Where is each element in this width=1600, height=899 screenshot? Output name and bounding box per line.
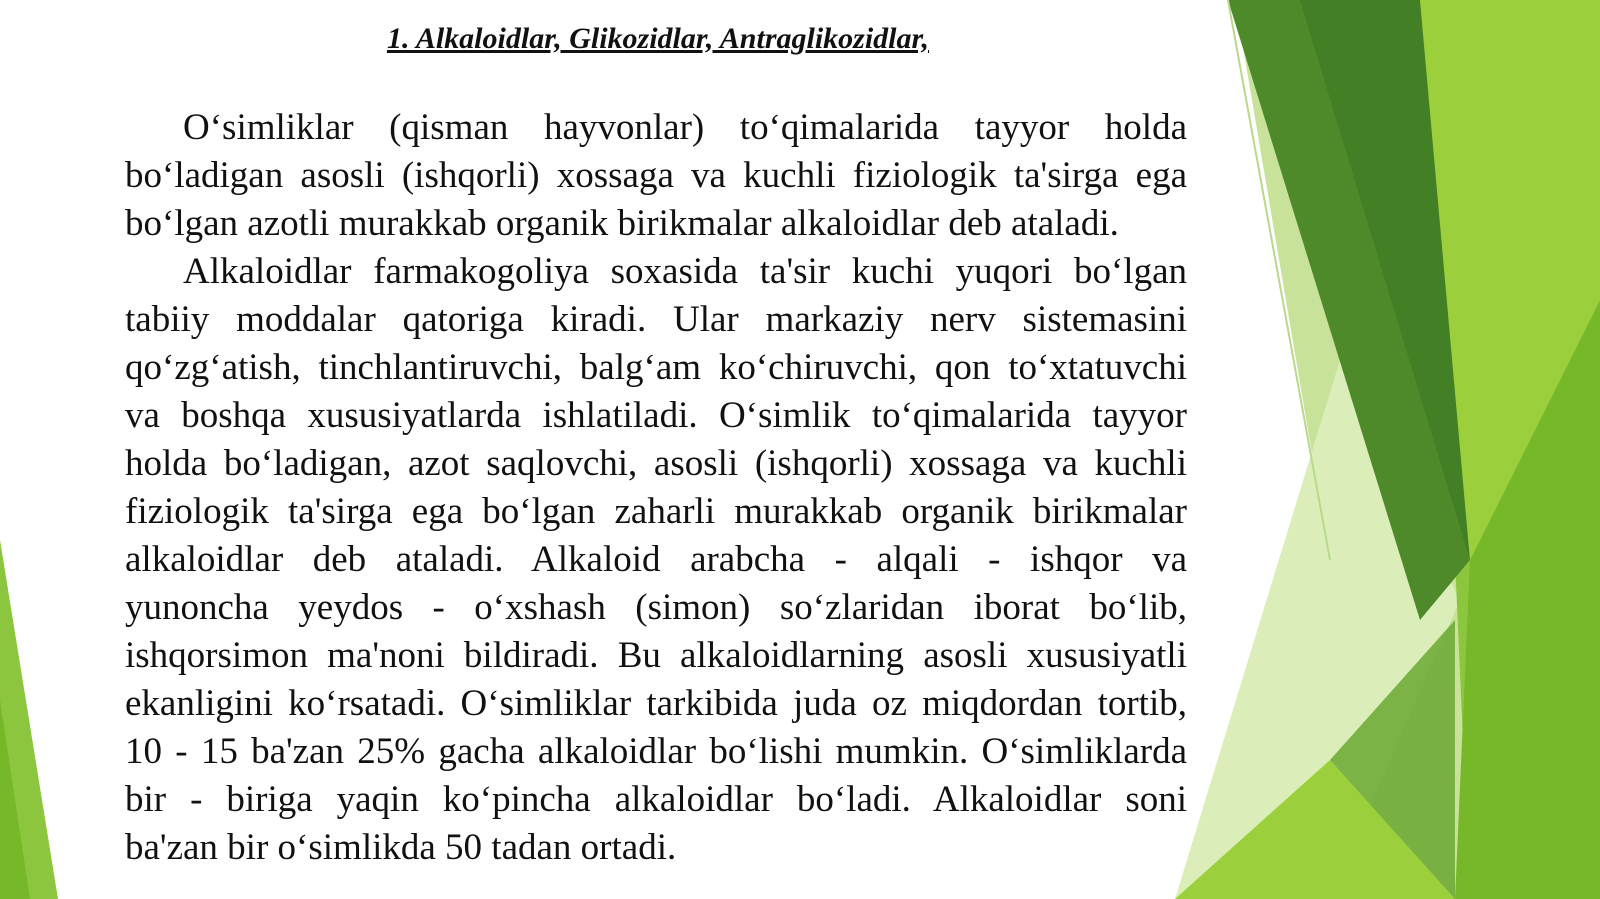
text-line: holda bo‘ladigan, azot saqlovchi, asosli (ishqorli) xossaga va kuchli	[125, 443, 1187, 484]
text-line: qo‘zg‘atish, tinchlantiruvchi, balg‘am ko‘chiruvchi, qon to‘xtatuvchi	[125, 347, 1187, 388]
text-line: O‘simliklar (qisman hayvonlar) to‘qimalarida tayyor holda	[183, 107, 1187, 148]
text-line: bo‘ladigan asosli (ishqorli) xossaga va kuchli fiziologik ta'sirga ega	[125, 155, 1187, 196]
text-line: fiziologik ta'sirga ega bo‘lgan zaharli murakkab organik birikmalar	[125, 491, 1187, 532]
text-line: yunoncha yeydos - o‘xshash (simon) so‘zlaridan iborat bo‘lib,	[125, 587, 1187, 628]
text-line: ishqorsimon ma'noni bildiradi. Bu alkaloidlarning asosli xususiyatli	[125, 635, 1187, 676]
text-line: bo‘lgan azotli murakkab organik birikmalar alkaloidlar deb ataladi.	[125, 203, 1119, 244]
paragraph-2	[67, 248, 1187, 872]
text-line: bir - biriga yaqin ko‘pincha alkaloidlar bo‘ladi. Alkaloidlar soni	[125, 779, 1187, 820]
text-line: ekanligini ko‘rsatadi. O‘simliklar tarkibida juda oz miqdordan tortib,	[125, 683, 1187, 724]
text-line: alkaloidlar deb ataladi. Alkaloid arabcha - alqali - ishqor va	[125, 539, 1187, 580]
body-text	[67, 104, 1187, 872]
text-line: tabiiy moddalar qatoriga kiradi. Ular markaziy nerv sistemasini	[125, 299, 1187, 340]
text-line: 10 - 15 ba'zan 25% gacha alkaloidlar bo‘lishi mumkin. O‘simliklarda	[125, 731, 1187, 772]
text-line: ba'zan bir o‘simlikda 50 tadan ortadi.	[125, 827, 677, 868]
slide-title: 1. Alkaloidlar, Glikozidlar, Antraglikozidlar,	[386, 22, 930, 55]
text-line: va boshqa xususiyatlarda ishlatiladi. O‘simlik to‘qimalarida tayyor	[125, 395, 1187, 436]
text-line: Alkaloidlar farmakogoliya soxasida ta'sir kuchi yuqori bo‘lgan	[183, 251, 1187, 292]
paragraph-1	[67, 104, 1187, 248]
